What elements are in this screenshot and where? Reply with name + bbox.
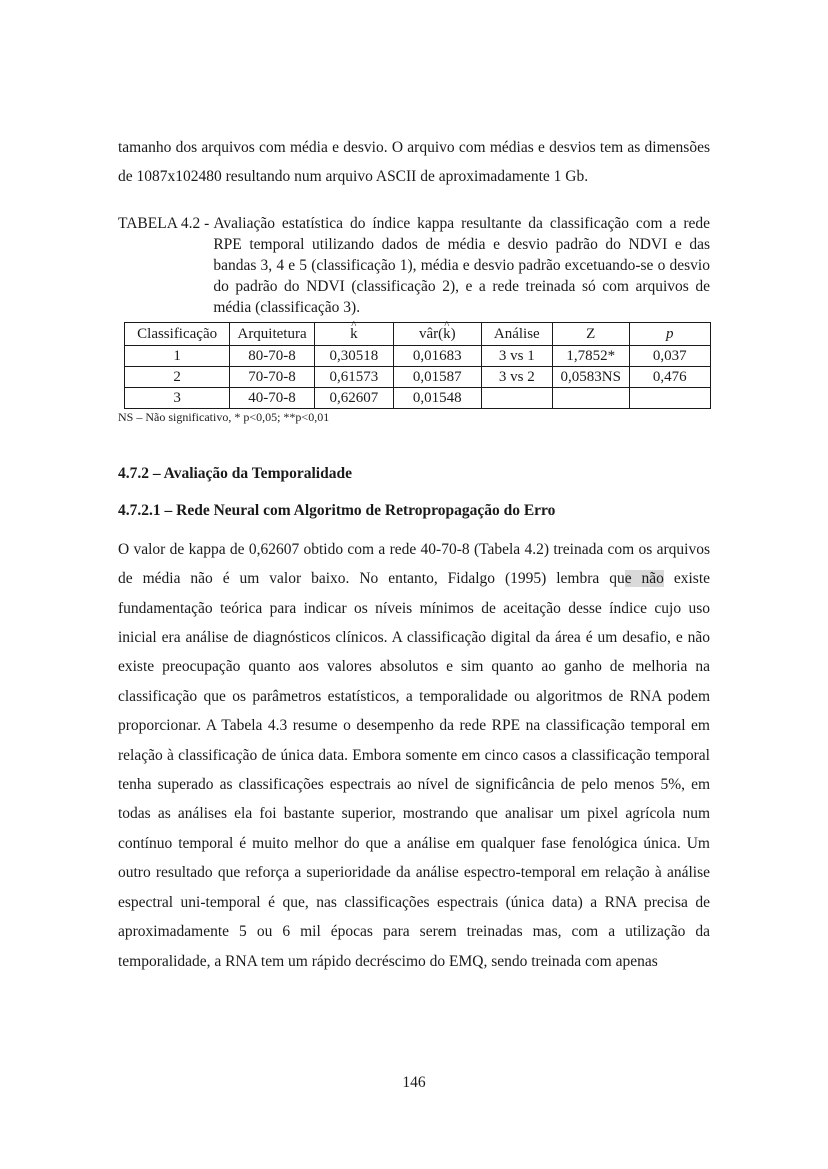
cell-classificacao: 2 bbox=[125, 366, 230, 387]
cell-p: 0,476 bbox=[629, 366, 711, 387]
cell-variance: 0,01683 bbox=[393, 345, 481, 366]
variance-kappa-symbol: ^ k bbox=[443, 324, 451, 344]
cell-analise: 3 vs 2 bbox=[481, 366, 552, 387]
kappa-table bbox=[124, 322, 711, 409]
header-arquitetura: Arquitetura bbox=[230, 322, 315, 345]
cell-classificacao: 1 bbox=[125, 345, 230, 366]
cell-kappa: 0,62607 bbox=[314, 387, 393, 408]
header-z: Z bbox=[552, 322, 629, 345]
cell-p: 0,037 bbox=[629, 345, 711, 366]
page-number: 146 bbox=[402, 1074, 426, 1091]
header-classificacao: Classificação bbox=[125, 322, 230, 345]
table-note: NS – Não significativo, * p<0,05; **p<0,01 bbox=[118, 409, 330, 424]
cell-variance: 0,01587 bbox=[393, 366, 481, 387]
body-text-part2: existe fundamentação teórica para indicar os níveis mínimos de aceitação desse índice cujo uso inicial era análise de diagnósticos clínicos. A classificação digital da área é um desafio, e não existe preocupação quanto aos valores absolutos e sim quanto ao ganho de melhoria na classificação que os parâmetros estatísticos, a temporalidade ou algoritmos de RNA podem proporcionar. A Tabela 4.3 resume o desempenho da rede RPE na classificação temporal em relação à classificação de única data. Embora somente em cinco casos a classificação temporal tenha superado as classificações espectrais ao nível de significância de pelo menos 5%, em todas as análises ela foi bastante superior, mostrando que analisar um pixel agrícola num contínuo temporal é muito melhor do que a análise em qualquer fase fenológica única. Um outro resultado que reforça a superioridade da análise espectro-temporal em relação à análise espectral uni-temporal é que, nas classificações espectrais (única data) a RNA precisa de aproximadamente 5 ou 6 mil épocas para serem treinadas mas, com a utilização da temporalidade, a RNA tem um rápido decréscimo do EMQ, sendo treinada com apenas bbox=[118, 570, 711, 970]
highlighted-text: e não bbox=[624, 570, 664, 588]
cell-classificacao: 3 bbox=[125, 387, 230, 408]
cell-z bbox=[552, 387, 629, 408]
header-p: p bbox=[629, 322, 711, 345]
cell-kappa: 0,30518 bbox=[314, 345, 393, 366]
body-paragraph bbox=[118, 535, 710, 976]
cell-z: 1,7852* bbox=[552, 345, 629, 366]
subsection-heading: 4.7.2.1 – Rede Neural com Algoritmo de Retropropagação do Erro bbox=[118, 501, 556, 519]
intro-paragraph: tamanho dos arquivos com média e desvio. O arquivo com médias e desvios tem as dimensões de 1087x102480 resultando num arquivo ASCII de aproximadamente 1 Gb. bbox=[118, 139, 710, 186]
header-kappa bbox=[314, 322, 393, 345]
table-row bbox=[125, 366, 711, 387]
page-content bbox=[118, 133, 710, 976]
cell-variance: 0,01548 bbox=[393, 387, 481, 408]
cell-analise: 3 vs 1 bbox=[481, 345, 552, 366]
cell-arquitetura: 80-70-8 bbox=[230, 345, 315, 366]
table-caption-text: Avaliação estatística do índice kappa resultante da classificação com a rede RPE temporal utilizando dados de média e desvio padrão do NDVI e das bandas 3, 4 e 5 (classificação 1), média e desvio padrão excetuando-se o desvio do padrão do NDVI (classificação 2), e a rede treinada só com arquivos de média (classificação 3). bbox=[213, 214, 710, 316]
variance-prefix: vâr( bbox=[418, 325, 444, 342]
cell-kappa: 0,61573 bbox=[314, 366, 393, 387]
cell-p bbox=[629, 387, 711, 408]
kappa-hat-symbol: ^ k bbox=[350, 324, 358, 344]
section-heading: 4.7.2 – Avaliação da Temporalidade bbox=[118, 464, 352, 482]
table-row bbox=[125, 387, 711, 408]
cell-z: 0,0583NS bbox=[552, 366, 629, 387]
table-row bbox=[125, 345, 711, 366]
cell-arquitetura: 40-70-8 bbox=[230, 387, 315, 408]
header-variance bbox=[393, 322, 481, 345]
header-analise: Análise bbox=[481, 322, 552, 345]
table-header-row bbox=[125, 322, 711, 345]
table-caption bbox=[118, 213, 710, 318]
body-text-part1: O valor de kappa de 0,62607 obtido com a rede 40-70-8 (Tabela 4.2) treinada com os arquivos de média não é um valor baixo. No entanto, Fidalgo (1995) lembra qu bbox=[118, 540, 710, 588]
cell-analise bbox=[481, 387, 552, 408]
table-caption-label: TABELA 4.2 - bbox=[118, 214, 210, 232]
cell-arquitetura: 70-70-8 bbox=[230, 366, 315, 387]
variance-suffix: ) bbox=[450, 325, 456, 342]
